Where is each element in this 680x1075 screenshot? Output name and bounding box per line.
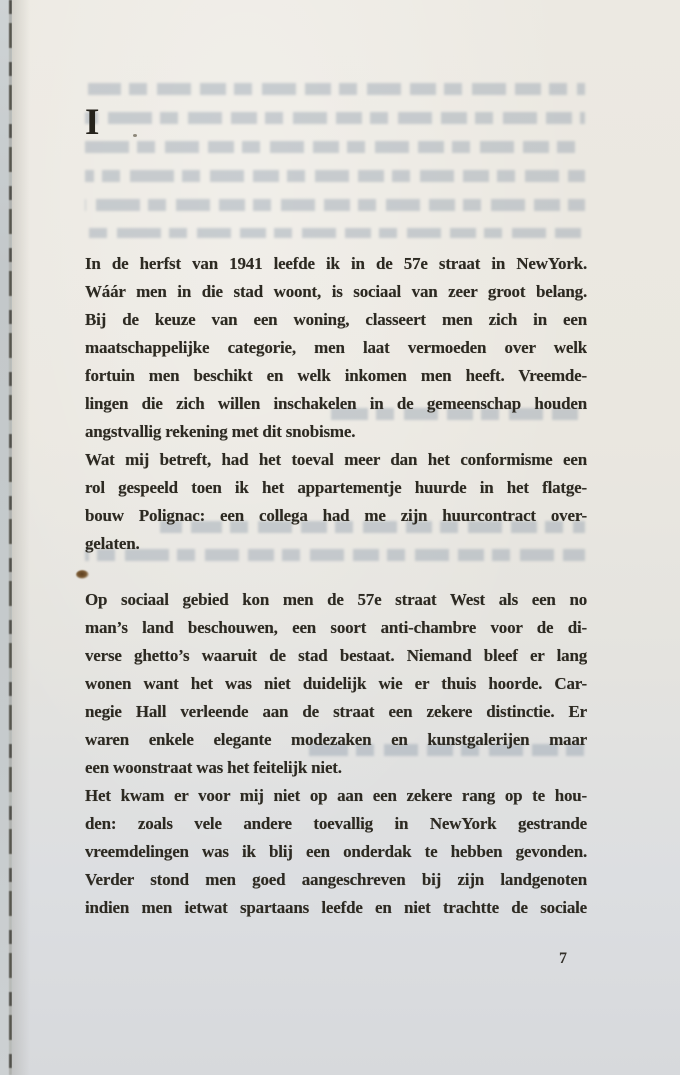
text-line: negie Hall verleende aan de straat een zekere distinctie. Er xyxy=(85,702,587,721)
text-line: vreemdelingen was ik blij een onderdak te hebben gevonden. xyxy=(85,842,587,861)
text-line: rol gespeeld toen ik het appartementje huurde in het flatge- xyxy=(85,478,587,497)
body-text xyxy=(85,250,587,922)
page-number: 7 xyxy=(559,950,567,967)
text-line: indien men ietwat spartaans leefde en niet trachtte de sociale xyxy=(85,898,587,917)
text-line: fortuin men beschikt en welk inkomen men heeft. Vreemde- xyxy=(85,366,587,385)
text-line: maatschappelijke categorie, men laat vermoeden over welk xyxy=(85,338,587,357)
text-line: den: zoals vele andere toevallig in NewYork gestrande xyxy=(85,814,587,833)
chapter-numeral: I xyxy=(85,102,101,143)
paragraph xyxy=(85,250,587,446)
bleedthrough-line xyxy=(85,170,585,182)
paragraph xyxy=(85,586,587,782)
scanner-edge-strip xyxy=(0,0,9,1075)
bleedthrough-line xyxy=(85,228,585,238)
book-page xyxy=(12,0,680,1075)
text-line: In de herfst van 1941 leefde ik in de 57e straat in NewYork. xyxy=(85,254,587,273)
text-line: Het kwam er voor mij niet op aan een zekere rang op te hou- xyxy=(85,786,587,805)
paragraph xyxy=(85,446,587,558)
text-line: waren enkele elegante modezaken en kunstgalerijen maar xyxy=(85,730,587,749)
bleedthrough-line xyxy=(85,199,585,211)
text-line: angstvallig rekening met dit snobisme. xyxy=(85,422,356,441)
text-line: Op sociaal gebied kon men de 57e straat West als een no xyxy=(85,590,587,609)
text-line: Wat mij betreft, had het toeval meer dan het conformisme een xyxy=(85,450,587,469)
text-line: Bij de keuze van een woning, classeert men zich in een xyxy=(85,310,587,329)
bleedthrough-line xyxy=(85,141,585,153)
text-line: verse ghetto’s waaruit de stad bestaat. Niemand bleef er lang xyxy=(85,646,587,665)
text-line: Verder stond men goed aangeschreven bij zijn landgenoten xyxy=(85,870,587,889)
bleedthrough-line xyxy=(85,112,585,124)
text-line: wonen want het was niet duidelijk wie er thuis hoorde. Car- xyxy=(85,674,587,693)
text-line: man’s land beschouwen, een soort anti-chambre voor de di- xyxy=(85,618,587,637)
paper-speck xyxy=(133,134,137,137)
text-line: gelaten. xyxy=(85,534,140,553)
text-line: een woonstraat was het feitelijk niet. xyxy=(85,758,342,777)
text-line: lingen die zich willen inschakelen in de gemeenschap houden xyxy=(85,394,587,413)
bleedthrough-line xyxy=(88,83,585,95)
ink-stain xyxy=(76,570,89,579)
text-line: Wáár men in die stad woont, is sociaal van zeer groot belang. xyxy=(85,282,587,301)
paragraph xyxy=(85,782,587,922)
text-line: bouw Polignac: een collega had me zijn huurcontract over- xyxy=(85,506,587,525)
